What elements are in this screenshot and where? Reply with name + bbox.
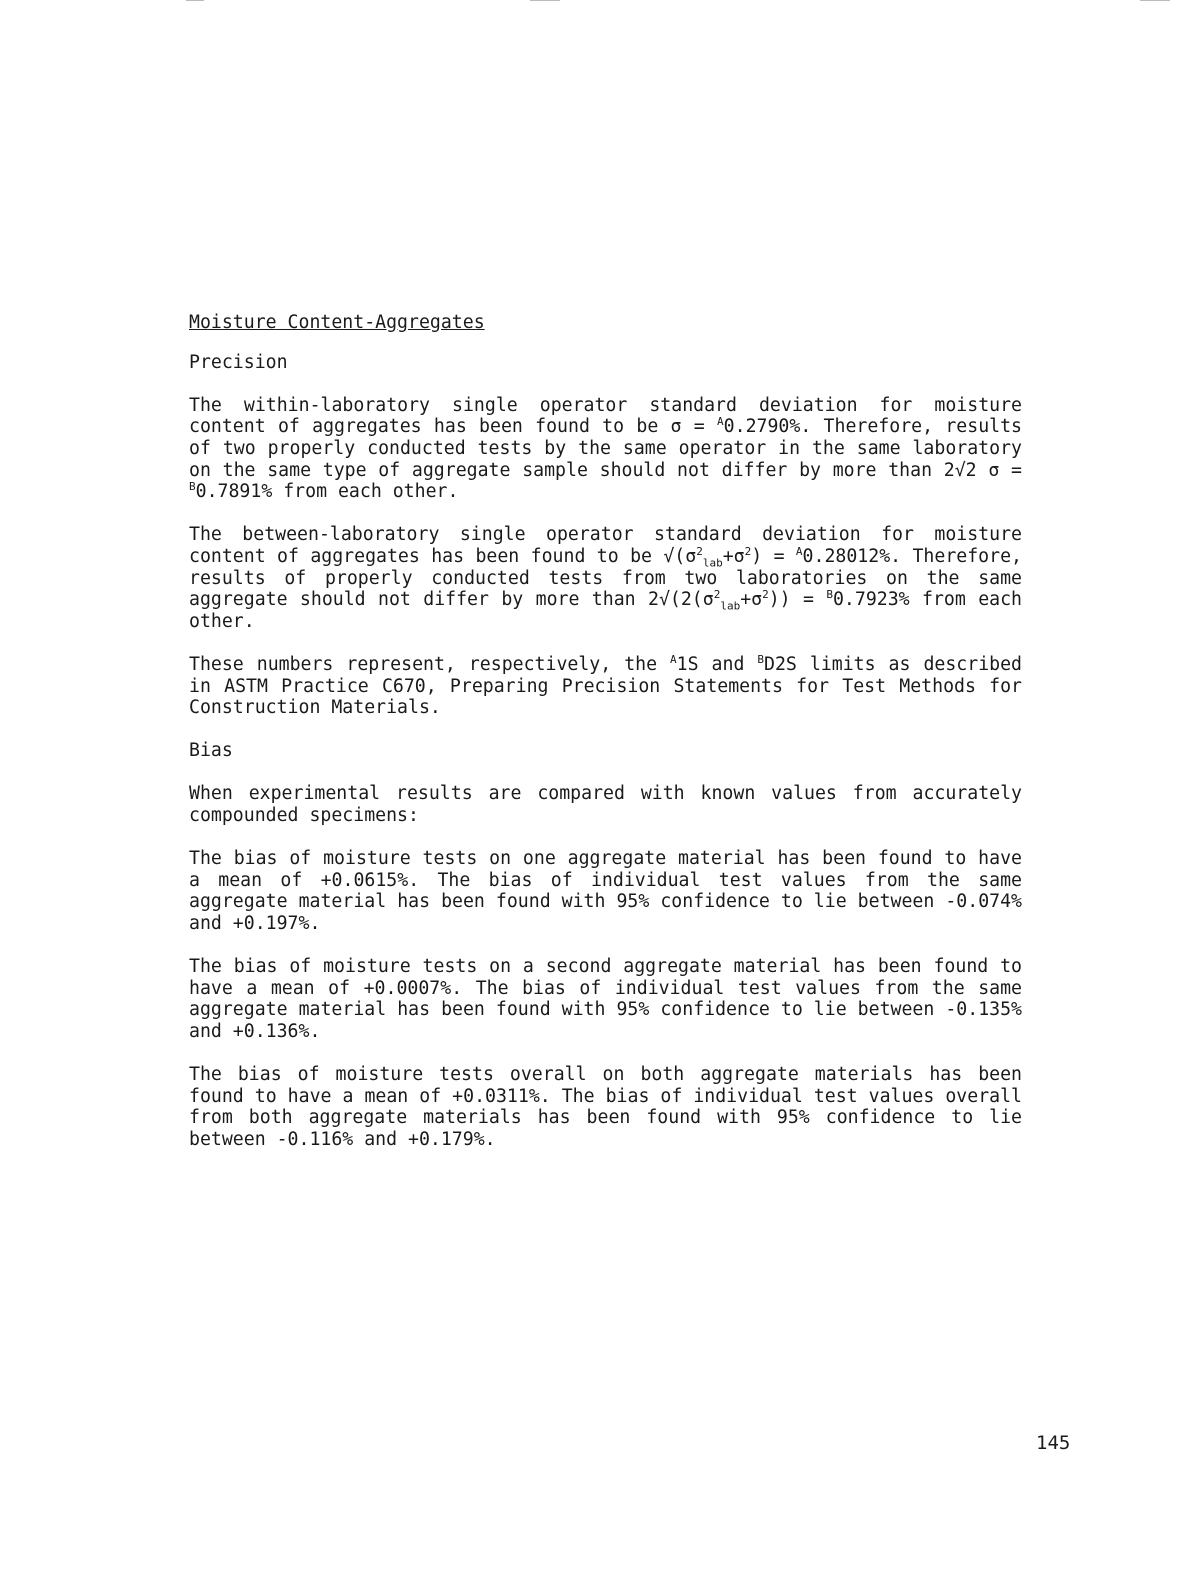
precision-heading: Precision <box>189 351 288 373</box>
paragraph-bias-second: The bias of moisture tests on a second aggregate material has been found to have a mean of +0.0007%. The bias of individual test values from the same aggregate material has been found with 95% confidence to lie between -0.135% and +0.136%. <box>189 956 1022 1042</box>
paragraph-between-lab: The between-laboratory single operator standard deviation for moisture content of aggregates has been found to be $√(\sigma^2_{lab}+\sigma^2) = ^A0.28012\%$. Therefore, results of properly conducted tests from two laboratories on the same aggregate should not differ by more than $2√(2(\sigma^2_{lab}+\sigma^2)) = ^B0.7923\%$ from each other. <box>189 524 1023 632</box>
page-number: 145 <box>1036 1432 1071 1454</box>
section-title: Moisture Content-Aggregates <box>189 312 485 333</box>
paragraph-bias-intro: When experimental results are compared with known values from accurately compounded specimens: <box>189 783 1022 827</box>
document-body <box>189 312 1022 1151</box>
scan-artifact <box>530 0 560 1</box>
paragraph-bias-overall: The bias of moisture tests overall on both aggregate materials has been found to have a mean of +0.0311%. The bias of individual test values overall from both aggregate materials has been found with 95% confidence to lie between -0.116% and +0.179%. <box>189 1064 1022 1150</box>
paragraph-bias-first: The bias of moisture tests on one aggregate material has been found to have a mean of +0.0615%. The bias of individual test values from the same aggregate material has been found with 95% confidence to lie between -0.074% and +0.197%. <box>189 848 1022 935</box>
paragraph-within-lab: The within-laboratory single operator standard deviation for moisture content of aggregates has been found to be σ = $^A$0.2790%. Therefore, results of two properly conducted tests by the same operator in the same laboratory on the same type of aggregate sample should not differ by more than 2√2 σ = $^B$0.7891% from each other. <box>189 394 1022 503</box>
paragraph-limits: These numbers represent, respectively, the $^A$1S and $^B$D2S limits as described in ASTM Practice C670, Preparing Precision Statements for Test Methods for Construction Materials. <box>189 652 1022 719</box>
bias-heading: Bias <box>189 740 233 762</box>
scan-artifact <box>1140 0 1170 1</box>
scan-artifact <box>186 0 204 1</box>
